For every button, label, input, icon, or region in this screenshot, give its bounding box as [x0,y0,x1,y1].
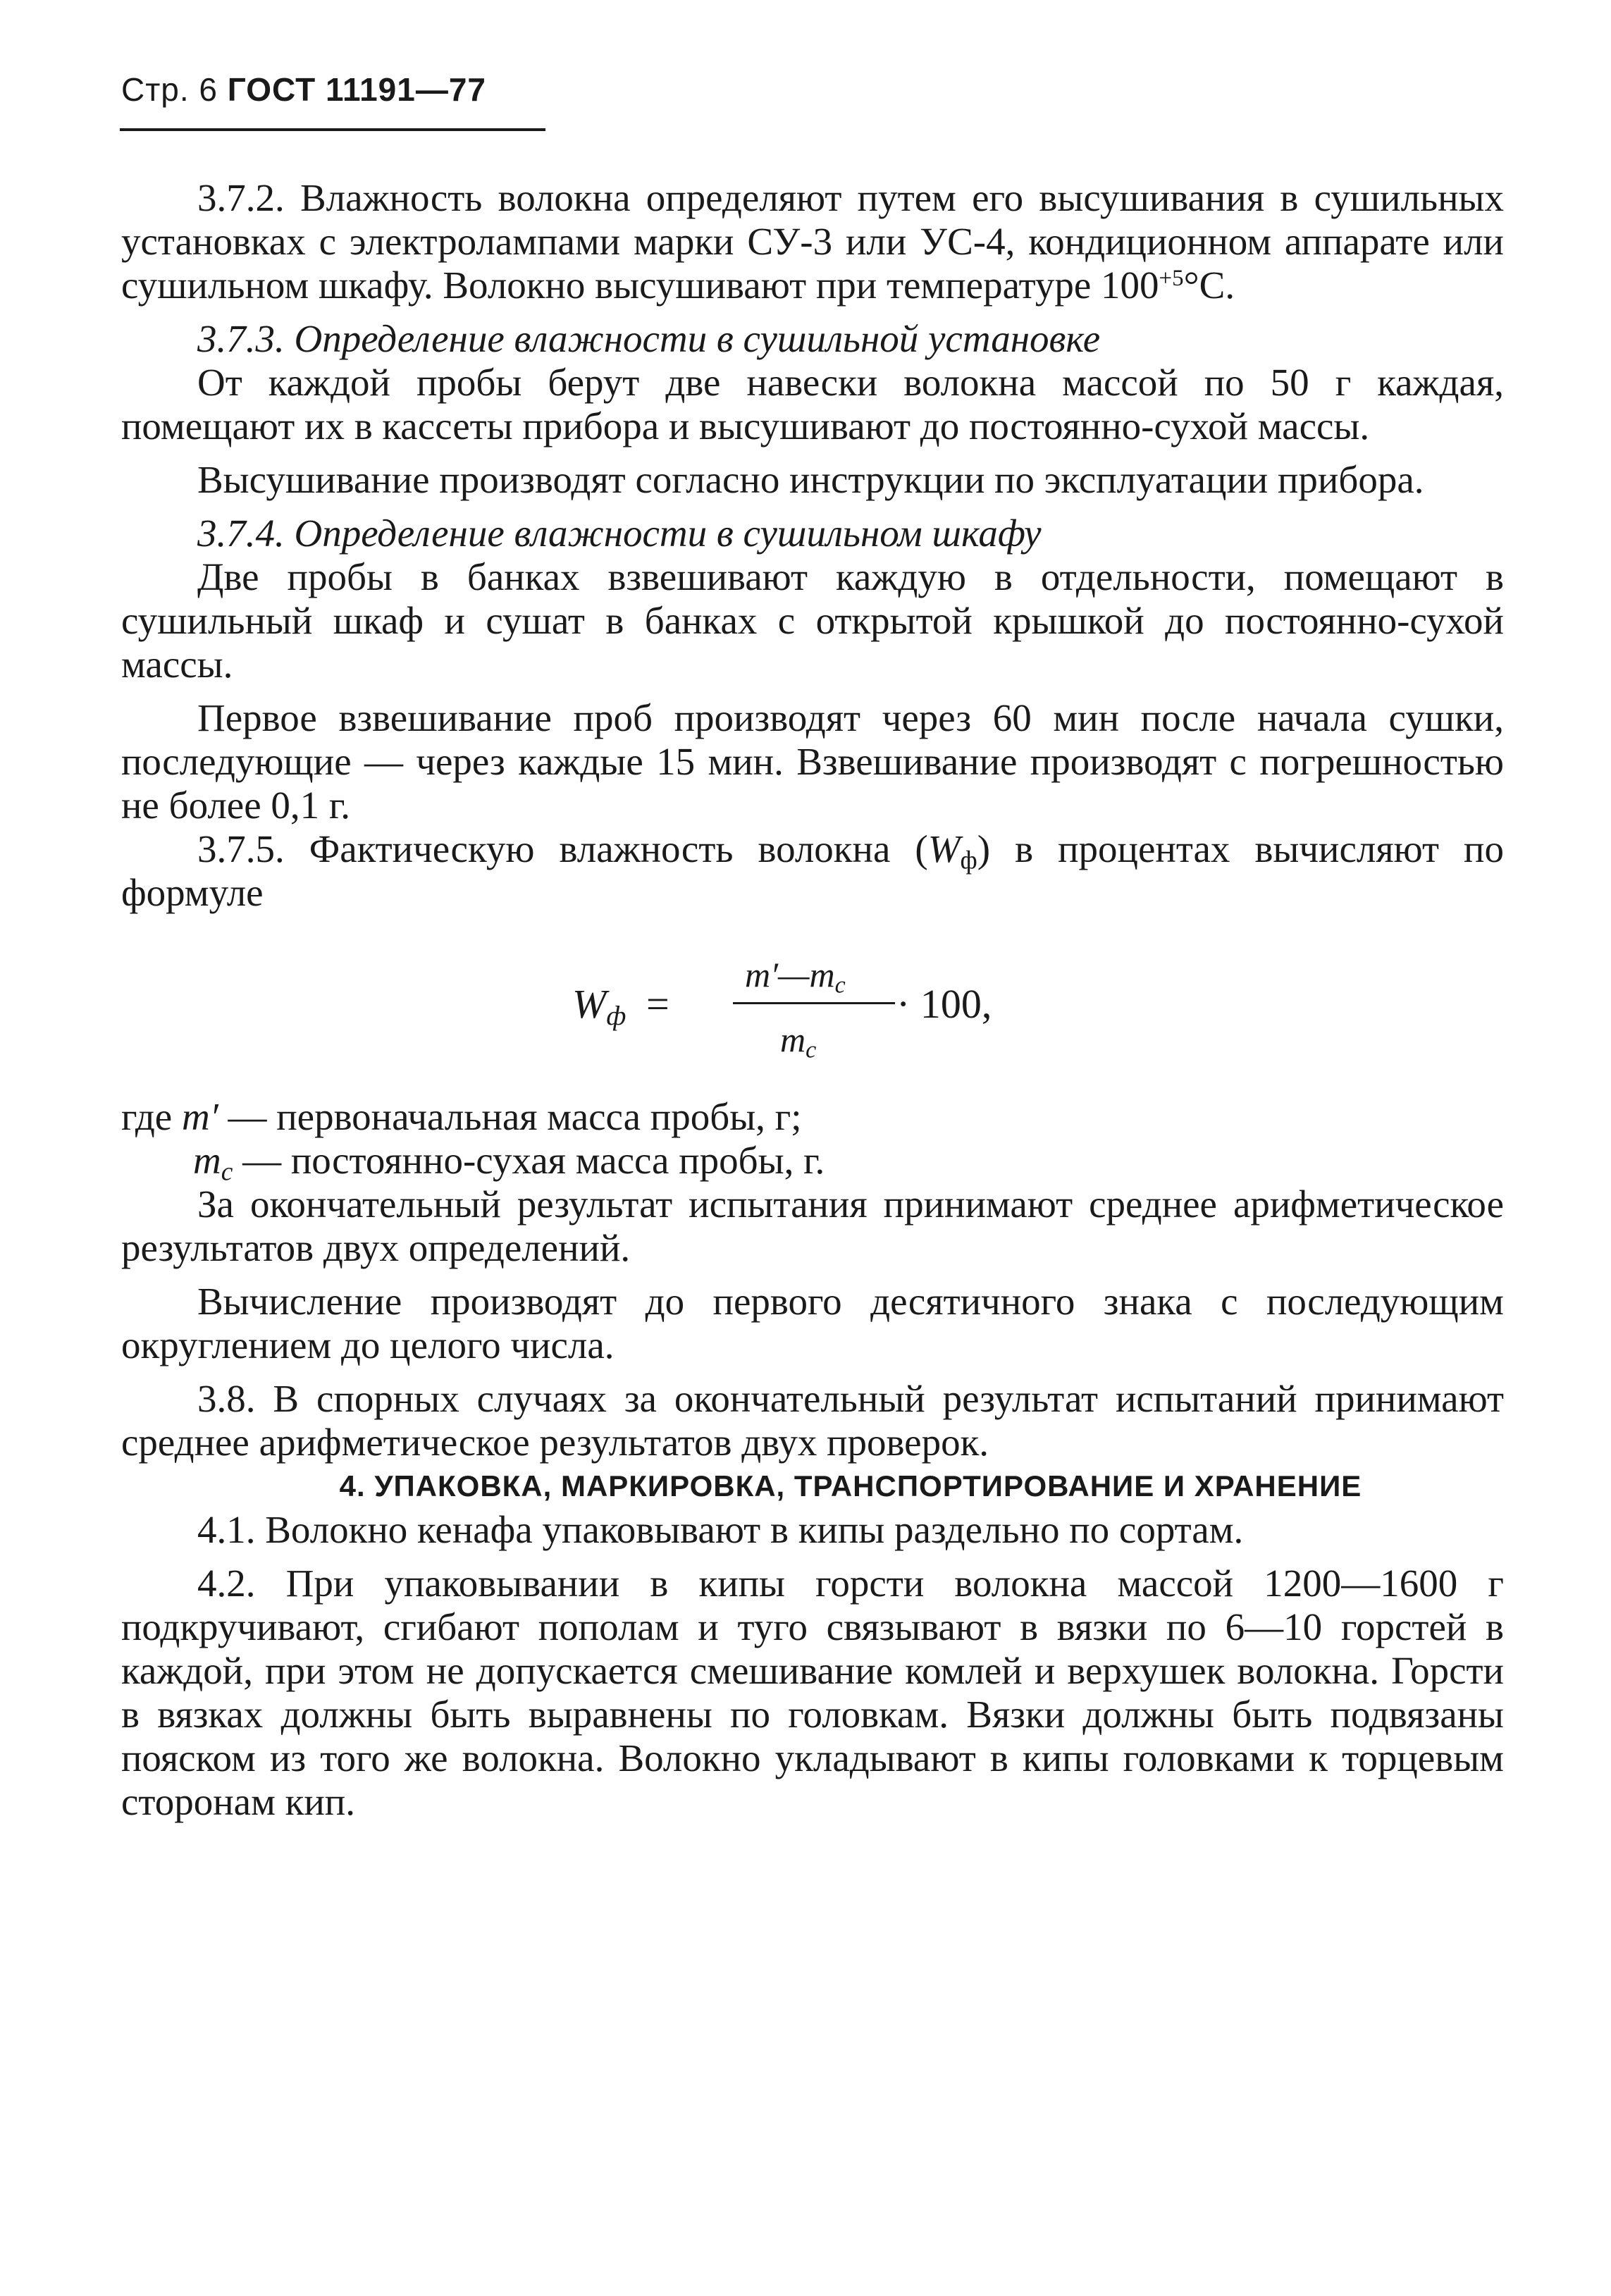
fraction-bar [733,1002,895,1004]
section-4-heading: 4. УПАКОВКА, МАРКИРОВКА, ТРАНСПОРТИРОВАНИЕ И ХРАНЕНИЕ [339,1469,1362,1502]
paragraph-3-7-5 [121,827,1504,915]
paragraph-3-7-5-lead: 3.7.5. Фактическую влажность волокна ( [197,827,928,870]
formula-denominator-subscript: с [806,1037,817,1063]
term-dry-mass-text: — постоянно-сухая масса пробы, г. [233,1139,825,1182]
standard-number: ГОСТ 11191—77 [227,71,487,108]
where-lead: где [121,1095,182,1138]
paragraph-3-7-3-b: Высушивание производят согласно инструкции по эксплуатации прибора. [197,458,1424,501]
running-head [121,70,486,109]
term-dry-mass-subscript: с [221,1157,233,1187]
formula-numerator-subscript: с [834,972,846,999]
paragraph-4-1: 4.1. Волокно кенафа упаковывают в кипы раздельно по сортам. [197,1508,1244,1551]
paragraph-3-7-2 [121,176,1504,307]
formula-denominator-text: m [780,1020,806,1059]
temperature-tolerance: +5 [1159,265,1184,291]
term-initial-mass-symbol: m′ [181,1095,218,1138]
heading-3-7-3: 3.7.3. Определение влажности в сушильной установке [197,317,1101,360]
formula-denominator [780,1018,816,1061]
document-body [121,176,1504,1824]
term-initial-mass-text: — первоначальная масса пробы, г; [218,1095,802,1138]
formula-numerator-text: m′—m [745,955,835,994]
paragraph-4-2: 4.2. При упаковывании в кипы горсти волокна массой 1200—1600 г подкручивают, сгибают пополам и туго связывают в вязки по 6—10 горстей в каждой, при этом не допускается смешивание комлей и верхушек волокна. Горсти в вязках должны быть выравнены по головкам. Вязки должны быть подвязаны пояском из того же волокна. Волокно укладывают в кипы головками к торцевым сторонам кип. [121,1562,1504,1823]
header-rule [120,128,545,131]
formula-lhs-symbol: W [572,981,607,1027]
heading-3-7-4: 3.7.4. Определение влажности в сушильном шкафу [197,512,1042,555]
paragraph-3-7-5-tail: ) в процентах вычисляют по формуле [121,827,1504,914]
moisture-formula [121,919,1504,1095]
temperature-unit: °С. [1183,264,1235,307]
formula-lhs-subscript: ф [606,999,626,1031]
paragraph-3-7-2-text: 3.7.2. Влажность волокна определяют путем его высушивания в сушильных установках с электролампами марки СУ-3 или УС-4, кондиционном аппарате или сушильном шкафу. Волокно высушивают при температуре 100 [121,176,1504,307]
page-label: Стр. 6 [121,71,218,108]
paragraph-3-8: 3.8. В спорных случаях за окончательный результат испытаний принимают среднее арифметическое результатов двух проверок. [121,1377,1504,1464]
formula-equals: = [646,981,669,1027]
paragraph-rounding: Вычисление производят до первого десятичного знака с последующим округлением до целого числа. [121,1280,1504,1366]
paragraph-3-7-4-a: Две пробы в банках взвешивают каждую в отдельности, помещают в сушильный шкаф и сушат в банках с открытой крышкой до постоянно-сухой массы. [121,555,1504,686]
moisture-subscript: ф [960,846,977,875]
term-dry-mass-symbol: m [193,1139,221,1182]
formula-numerator [745,953,846,999]
paragraph-3-7-3-a: От каждой пробы берут две навески волокна массой по 50 г каждая, помещают их в кассеты прибора и высушивают до постоянно-сухой массы. [121,361,1504,448]
where-line-2 [121,1139,1504,1187]
where-line-1 [121,1095,1504,1139]
paragraph-3-7-4-b: Первое взвешивание проб производят через 60 мин после начала сушки, последующие — через каждые 15 мин. Взвешивание производят с погрешностью не более 0,1 г. [121,696,1504,827]
formula-multiplier: · 100, [896,981,992,1027]
paragraph-result: За окончательный результат испытания принимают среднее арифметическое результатов двух определений. [121,1183,1504,1269]
formula-lhs [572,981,626,1031]
moisture-symbol: W [927,827,961,870]
